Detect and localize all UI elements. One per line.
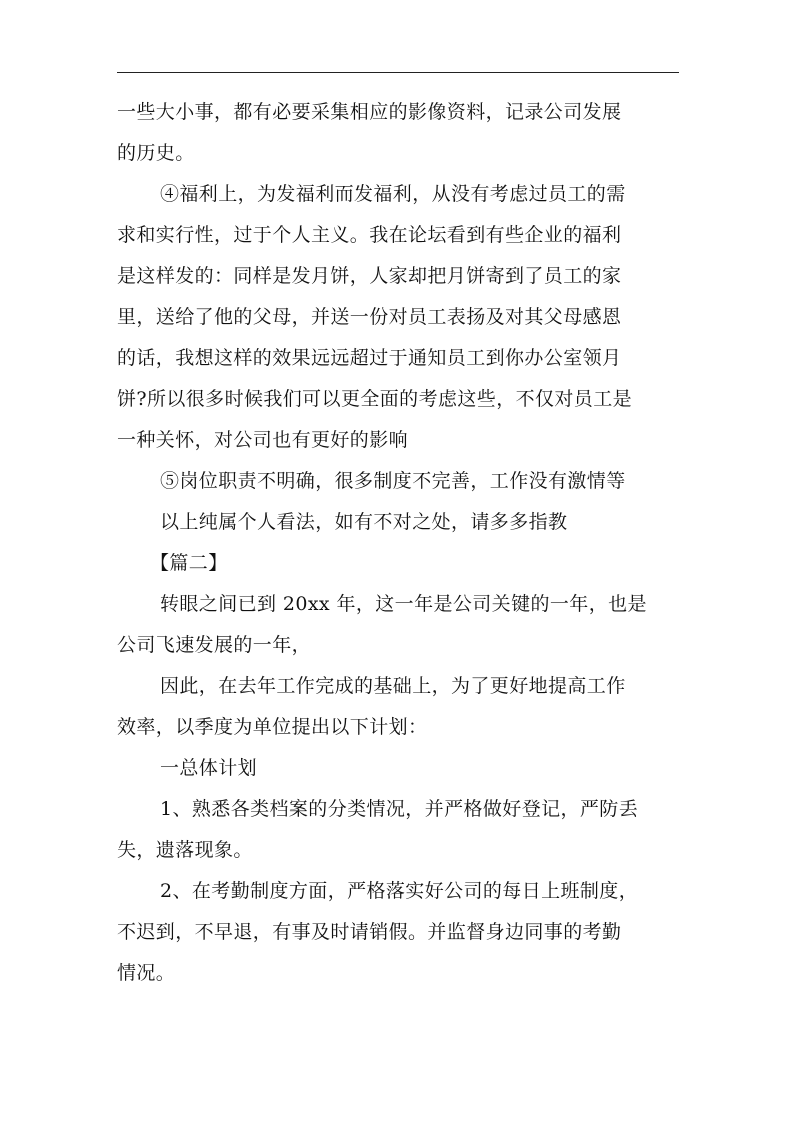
paragraph-line: ④福利上，为发福利而发福利，从没有考虑过员工的需 (160, 183, 626, 205)
paragraph-line: 因此，在去年工作完成的基础上，为了更好地提高工作 (160, 675, 626, 697)
paragraph-line: 转眼之间已到 20xx 年，这一年是公司关键的一年，也是 (160, 593, 647, 615)
text-line: 里，送给了他的父母，并送一份对员工表扬及对其父母感恩 (117, 306, 622, 328)
text-line: 情况。 (117, 962, 176, 984)
paragraph-line: 1、熟悉各类档案的分类情况，并严格做好登记，严防丢 (160, 798, 639, 820)
paragraph-line: 2、在考勤制度方面，严格落实好公司的每日上班制度， (160, 880, 639, 902)
text-line: 求和实行性，过于个人主义。我在论坛看到有些企业的福利 (117, 224, 622, 246)
text-line: 效率，以季度为单位提出以下计划： (117, 716, 428, 738)
text-line: 的话，我想这样的效果远远超过于通知员工到你办公室领月 (117, 347, 622, 369)
text-line: 的历史。 (117, 142, 195, 164)
paragraph-line: 以上纯属个人看法，如有不对之处，请多多指教 (160, 511, 568, 533)
text-line: 是这样发的：同样是发月饼，人家却把月饼寄到了员工的家 (117, 265, 622, 287)
section-heading: 【篇二】 (150, 552, 228, 574)
text-line: 公司飞速发展的一年， (117, 634, 312, 656)
text-line: 一些大小事，都有必要采集相应的影像资料，记录公司发展 (117, 101, 622, 123)
paragraph-line: ⑤岗位职责不明确，很多制度不完善，工作没有激情等 (160, 470, 626, 492)
text-line: 饼?所以很多时候我们可以更全面的考虑这些，不仅对员工是 (117, 388, 632, 410)
text-line: 失，遗落现象。 (117, 839, 253, 861)
subsection-heading: 一总体计划 (160, 757, 258, 779)
header-rule (117, 72, 679, 73)
text-line: 不迟到，不早退，有事及时请销假。并监督身边同事的考勤 (117, 921, 622, 943)
document-body (117, 92, 683, 994)
text-line: 一种关怀，对公司也有更好的影响 (117, 429, 409, 451)
